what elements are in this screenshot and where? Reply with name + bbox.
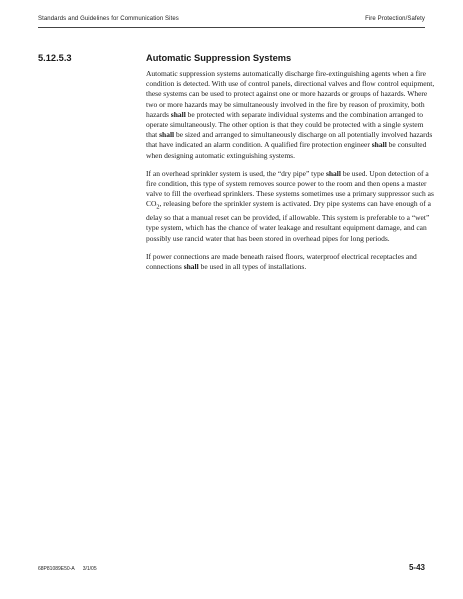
paragraph-power-connections <box>146 252 436 272</box>
section-title: Automatic Suppression Systems <box>146 53 292 63</box>
p1-shall-3: shall <box>371 140 387 150</box>
p1-shall-2: shall <box>159 130 175 140</box>
p3-shall: shall <box>183 261 199 271</box>
paragraph-dry-pipe <box>146 169 436 244</box>
paragraph-automatic-systems <box>146 69 436 161</box>
co2-subscript: 2 <box>156 203 160 211</box>
section-number: 5.12.5.3 <box>38 53 72 63</box>
section-heading <box>38 53 425 63</box>
footer-doc-id: 68P81089E50-A <box>38 566 75 572</box>
p1-text-e: be sized and arranged to simultaneously discharge on all potentially involved hazards that have indicated an alarm condition. A qualified fire protection engineer <box>146 130 433 150</box>
p3-text-a: If power connections are made beneath raised floors, waterproof electrical receptacles and connections <box>146 251 417 271</box>
header-divider <box>38 27 425 28</box>
p1-text-a: Automatic suppression systems automatically discharge fire-extinguishing agents when a fire condition is detected. With use of control panels, directional valves and flow control equipment, these systems can be used to protect against one or more hazards or groups of hazards. Where two or more hazards may be simultaneously involved in the fire by reason of proximity, both hazards <box>146 69 435 119</box>
footer-date: 3/1/05 <box>82 566 97 572</box>
p1-text-g: be consulted when designing automatic extinguishing systems. <box>146 140 427 160</box>
p2-text-d: , releasing before the sprinkler system is activated. Dry pipe systems can have enough of a delay so that a manual reset can be provided, if allowable. This system is preferable to a “wet” type system, which has the chance of water leakage and resultant equipment damage, and can possibly use rancid water that has been stored in overhead pipes for long periods. <box>146 199 431 243</box>
p2-text-a: If an overhead sprinkler system is used, the “dry pipe” type <box>146 168 326 178</box>
body-text <box>146 69 436 280</box>
p1-shall-1: shall <box>170 109 186 119</box>
p1-text-c: be protected with separate individual systems and the combination arranged to operate simultaneously. The other option is that they could be protected with a single system that <box>146 109 424 140</box>
p3-text-c: be used in all types of installations. <box>198 261 307 271</box>
p2-text-c: be used. Upon detection of a fire condition, this type of system removes source power to the room and then opens a master valve to fill the overhead sprinklers. These systems sometimes use a primary suppressor such as CO <box>146 168 434 209</box>
running-header-right: Fire Protection/Safety <box>365 16 425 22</box>
p2-shall: shall <box>325 168 341 178</box>
page-number: 5-43 <box>408 563 425 572</box>
running-header-left: Standards and Guidelines for Communication Sites <box>38 16 179 22</box>
footer-doc-info <box>38 566 97 572</box>
